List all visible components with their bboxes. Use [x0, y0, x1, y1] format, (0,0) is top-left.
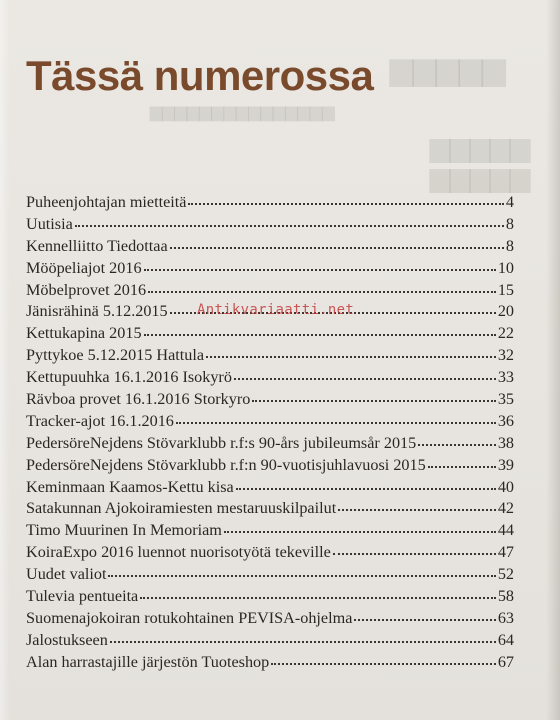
- toc-entry-title: Kennelliitto Tiedottaa: [26, 236, 168, 255]
- toc-entry-page-number: 67: [497, 652, 514, 671]
- toc-entry-page-number: 20: [497, 302, 514, 321]
- show-through-block-2: ▆▆▆▆▆▆▆▆▆▆▆▆▆▆▆: [150, 104, 335, 121]
- toc-entry-title: Rävboa provet 16.1.2016 Storkyro: [26, 390, 251, 409]
- page-edge-shadow-right: [546, 0, 560, 720]
- toc-entry-title: Uudet valiot: [26, 565, 107, 584]
- toc-leader-dots: [428, 465, 496, 468]
- toc-leader-dots: [188, 202, 503, 205]
- show-through-block-1: ▆▆▆▆▆: [390, 53, 506, 86]
- toc-entry: [26, 368, 514, 390]
- toc-entry-page-number: 4: [505, 193, 514, 211]
- toc-leader-dots: [236, 487, 496, 490]
- toc-entry-title: Keminmaan Kaamos-Kettu kisa: [26, 477, 234, 496]
- toc-leader-dots: [271, 662, 496, 665]
- toc-leader-dots: [140, 596, 496, 599]
- page-edge-shadow-left: [0, 0, 10, 720]
- toc-entry-title: Mööpeliajot 2016: [26, 258, 142, 277]
- toc-entry-title: Suomenajokoiran rotukohtainen PEVISA-ohjelma: [26, 608, 353, 627]
- toc-entry: [26, 499, 514, 521]
- toc-leader-dots: [170, 246, 504, 249]
- toc-entry: [26, 543, 514, 565]
- show-through-block-4: ▆▆▆▆▆: [430, 162, 530, 192]
- toc-leader-dots: [354, 618, 495, 621]
- toc-entry: [26, 324, 514, 346]
- toc-entry-title: Kettukapina 2015: [26, 324, 142, 343]
- toc-entry: [26, 631, 514, 653]
- toc-entry: [26, 434, 514, 456]
- toc-entry: [26, 215, 514, 237]
- toc-entry-page-number: 33: [497, 368, 514, 387]
- toc-entry: [26, 346, 514, 368]
- toc-entry: [26, 281, 514, 303]
- toc-entry-page-number: 40: [497, 477, 514, 496]
- toc-entry: [26, 259, 514, 281]
- toc-entry-page-number: 15: [497, 280, 514, 299]
- toc-entry-title: PedersöreNejdens Stövarklubb r.f:n 90-vuotisjuhlavuosi 2015: [26, 455, 426, 474]
- toc-entry: [26, 587, 514, 609]
- toc-entry-page-number: 47: [497, 543, 514, 562]
- toc-entry-title: Uutisia: [26, 214, 73, 233]
- toc-entry-page-number: 58: [497, 587, 514, 606]
- toc-entry-page-number: 52: [497, 565, 514, 584]
- toc-entry: [26, 193, 514, 215]
- toc-entry-page-number: 8: [505, 214, 514, 233]
- toc-entry-title: Puheenjohtajan mietteitä: [26, 193, 187, 211]
- toc-entry-title: Kettupuuhka 16.1.2016 Isokyrö: [26, 368, 232, 387]
- toc-leader-dots: [110, 640, 496, 643]
- toc-entry: [26, 412, 514, 434]
- toc-leader-dots: [148, 290, 496, 293]
- toc-leader-dots: [224, 530, 496, 533]
- toc-entry-title: Möbelprovet 2016: [26, 280, 147, 299]
- toc-entry-title: Tracker-ajot 16.1.2016: [26, 411, 174, 430]
- toc-entry: [26, 565, 514, 587]
- toc-entry-page-number: 10: [497, 258, 514, 277]
- toc-entry-page-number: 42: [497, 499, 514, 518]
- toc-entry: [26, 456, 514, 478]
- toc-entry-title: KoiraExpo 2016 luennot nuorisotyötä tekeville: [26, 543, 331, 562]
- toc-leader-dots: [418, 443, 496, 446]
- toc-leader-dots: [206, 355, 496, 358]
- table-of-contents: [26, 193, 514, 675]
- toc-entry: [26, 237, 514, 259]
- toc-entry-title: Pyttykoe 5.12.2015 Hattula: [26, 346, 205, 365]
- toc-leader-dots: [75, 224, 504, 227]
- toc-entry: [26, 521, 514, 543]
- toc-entry-title: Alan harrastajille järjestön Tuoteshop: [26, 652, 270, 671]
- toc-entry: [26, 390, 514, 412]
- toc-entry-title: Tulevia pentueita: [26, 587, 139, 606]
- page-title: Tässä numerossa: [26, 52, 374, 99]
- toc-entry: [26, 653, 514, 675]
- toc-leader-dots: [144, 268, 496, 271]
- toc-entry: [26, 609, 514, 631]
- toc-entry-page-number: 63: [497, 608, 514, 627]
- toc-entry-page-number: 32: [497, 346, 514, 365]
- toc-entry-page-number: 38: [497, 433, 514, 452]
- toc-entry-page-number: 39: [497, 455, 514, 474]
- toc-entry-page-number: 36: [497, 411, 514, 430]
- toc-entry-page-number: 8: [505, 236, 514, 255]
- toc-leader-dots: [144, 333, 496, 336]
- toc-entry-page-number: 22: [497, 324, 514, 343]
- toc-leader-dots: [108, 574, 495, 577]
- toc-leader-dots: [176, 421, 496, 424]
- toc-entry-title: Timo Muurinen In Memoriam: [26, 521, 222, 540]
- toc-leader-dots: [338, 508, 496, 511]
- show-through-block-3: ▆▆▆▆▆: [430, 132, 530, 162]
- watermark: Antikvariaatti.net: [197, 302, 355, 318]
- toc-leader-dots: [252, 399, 495, 402]
- toc-leader-dots: [333, 552, 496, 555]
- toc-entry-page-number: 64: [497, 630, 514, 649]
- toc-entry-page-number: 35: [497, 390, 514, 409]
- toc-entry-title: Satakunnan Ajokoiramiesten mestaruuskilpailut: [26, 499, 337, 518]
- toc-entry-title: Jalostukseen: [26, 630, 108, 649]
- toc-entry-page-number: 44: [497, 521, 514, 540]
- toc-entry: [26, 478, 514, 500]
- toc-leader-dots: [234, 377, 496, 380]
- toc-entry-title: PedersöreNejdens Stövarklubb r.f:s 90-års jubileumsår 2015: [26, 433, 417, 452]
- toc-entry-title: Jänisrähinä 5.12.2015: [26, 302, 168, 321]
